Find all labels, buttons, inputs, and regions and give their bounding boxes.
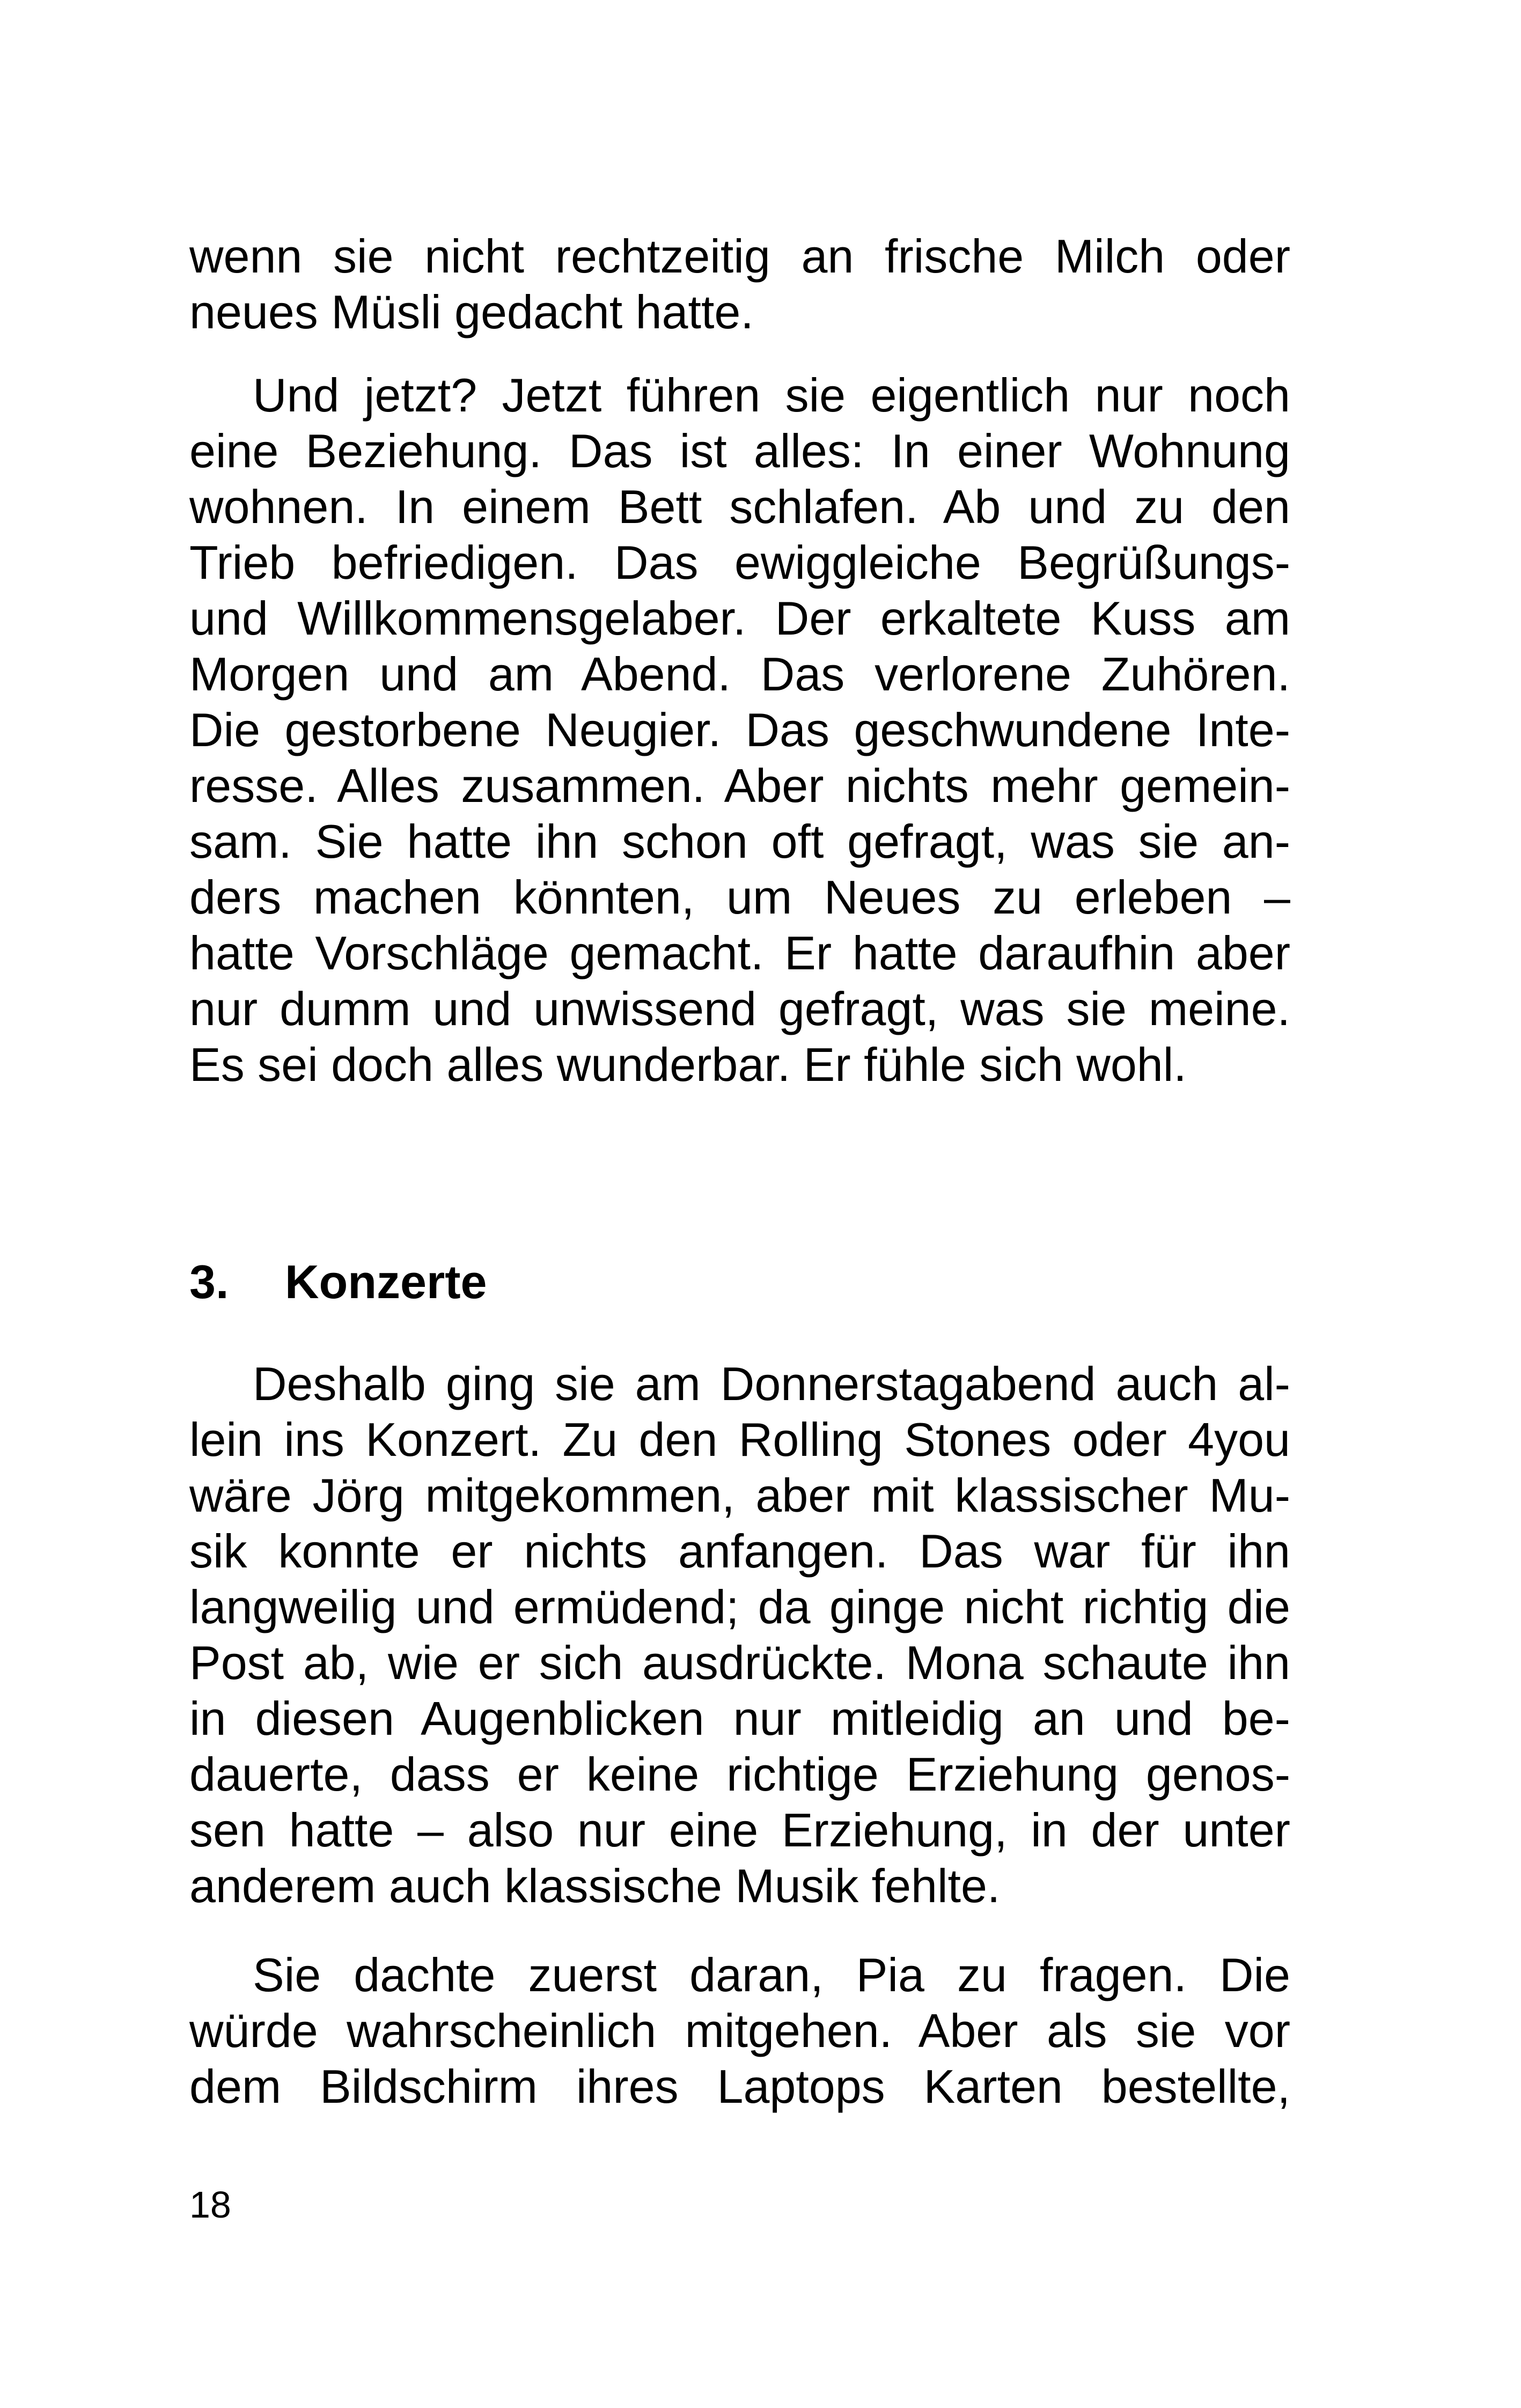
text-line: Trieb befriedigen. Das ewiggleiche Begrüßungs- xyxy=(189,536,1290,589)
text-line: Und jetzt? Jetzt führen sie eigentlich nur noch xyxy=(253,369,1290,422)
text-line: Deshalb ging sie am Donnerstagabend auch al- xyxy=(253,1357,1290,1410)
paragraph xyxy=(189,367,1290,1093)
section-title: Konzerte xyxy=(285,1255,487,1308)
text-line: Morgen und am Abend. Das verlorene Zuhören. xyxy=(189,647,1290,701)
paragraph xyxy=(189,1356,1290,1914)
text-line: wohnen. In einem Bett schlafen. Ab und zu den xyxy=(189,480,1290,533)
text-line: langweilig und ermüdend; da ginge nicht richtig die xyxy=(189,1580,1290,1633)
text-line: resse. Alles zusammen. Aber nichts mehr gemein- xyxy=(189,759,1290,812)
text-line: Post ab, wie er sich ausdrückte. Mona schaute ihn xyxy=(189,1636,1290,1689)
section-heading xyxy=(189,1254,487,1310)
text-line: wäre Jörg mitgekommen, aber mit klassischer Mu- xyxy=(189,1469,1290,1522)
text-line: und Willkommensgelaber. Der erkaltete Kuss am xyxy=(189,592,1290,645)
text-line: hatte Vorschläge gemacht. Er hatte daraufhin aber xyxy=(189,926,1290,980)
section-number: 3. xyxy=(189,1255,229,1308)
text-line: sam. Sie hatte ihn schon oft gefragt, was sie an- xyxy=(189,815,1290,868)
text-line: würde wahrscheinlich mitgehen. Aber als sie vor xyxy=(189,2004,1290,2057)
text-line: Es sei doch alles wunderbar. Er fühle sich wohl. xyxy=(189,1038,1187,1091)
text-line: sen hatte – also nur eine Erziehung, in der unter xyxy=(189,1803,1290,1857)
text-line: wenn sie nicht rechtzeitig an frische Milch oder xyxy=(189,230,1290,283)
text-line: nur dumm und unwissend gefragt, was sie meine. xyxy=(189,982,1290,1035)
paragraph xyxy=(189,1947,1290,2115)
text-line: dem Bildschirm ihres Laptops Karten bestellte, xyxy=(189,2060,1290,2113)
text-line: neues Müsli gedacht hatte. xyxy=(189,285,754,338)
text-line: eine Beziehung. Das ist alles: In einer Wohnung xyxy=(189,424,1290,477)
text-line: Die gestorbene Neugier. Das geschwundene Inte- xyxy=(189,703,1290,756)
text-line: in diesen Augenblicken nur mitleidig an und be- xyxy=(189,1692,1290,1745)
text-line: lein ins Konzert. Zu den Rolling Stones oder 4you xyxy=(189,1413,1290,1466)
text-line: Sie dachte zuerst daran, Pia zu fragen. Die xyxy=(253,1948,1290,2001)
paragraph-continuation xyxy=(189,229,1290,340)
text-line: ders machen könnten, um Neues zu erleben – xyxy=(189,871,1290,924)
page-number: 18 xyxy=(189,2184,231,2226)
text-line: anderem auch klassische Musik fehlte. xyxy=(189,1859,1001,1912)
text-line: sik konnte er nichts anfangen. Das war für ihn xyxy=(189,1525,1290,1578)
text-line: dauerte, dass er keine richtige Erziehung genos- xyxy=(189,1748,1290,1801)
